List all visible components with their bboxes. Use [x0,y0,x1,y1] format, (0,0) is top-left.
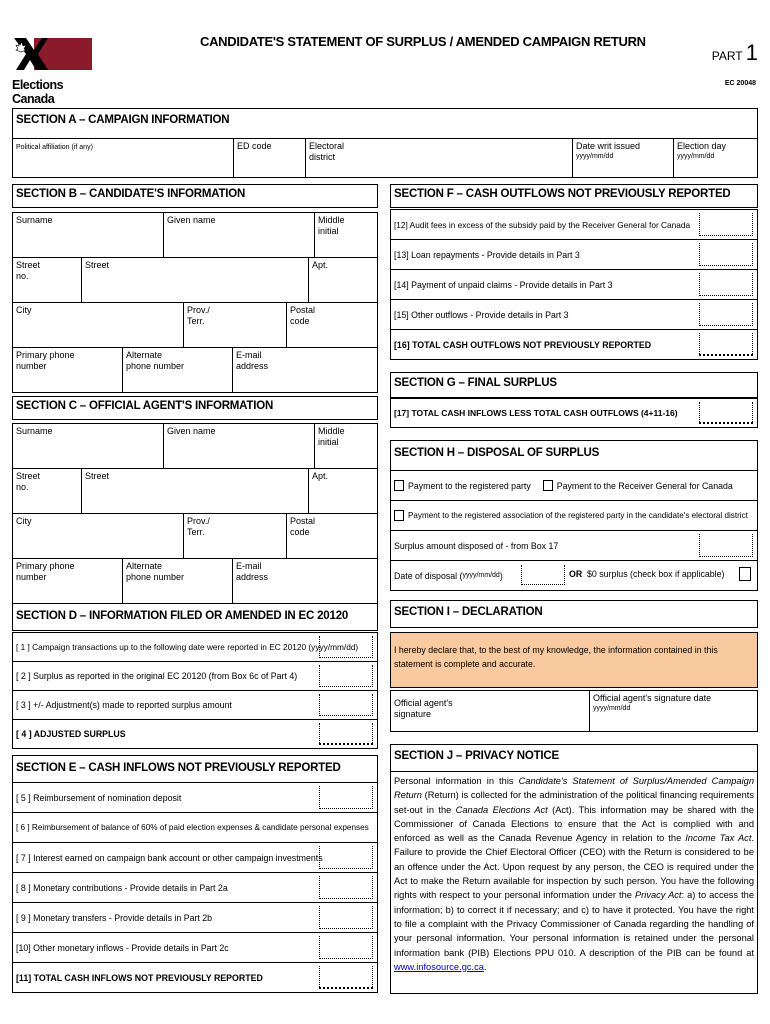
date-format-hint: yyyy/mm/dd [593,705,631,712]
row-label: [ 4 ] ADJUSTED SURPLUS [16,729,126,739]
part-text: PART [711,49,743,63]
part-label [712,40,758,66]
election-day-field[interactable] [673,138,758,178]
section-e-row-7[interactable] [12,842,378,873]
middle-initial-label: Middle initial [318,426,345,447]
agent-alternate-phone-field[interactable] [122,558,233,604]
date-format-hint: yyyy/mm/dd [462,572,500,579]
date-of-disposal-label: Date of disposal ( [394,570,463,581]
logo-mark-icon [12,36,92,72]
row-label: [ 9 ] Monetary transfers - Provide details in Part 2b [16,912,213,923]
primary-phone-label: Primary phone number [16,350,75,371]
agent-postal-code-field[interactable] [286,513,378,559]
agent-surname-field[interactable] [12,423,164,469]
row-label: [10] Other monetary inflows - Provide details in Part 2c [16,942,229,953]
amount-box[interactable] [319,876,373,899]
date-format-hint: yyyy/mm/dd [677,153,715,160]
privacy-italic-3: Income Tax Act [685,833,752,844]
section-g-title: SECTION G – FINAL SURPLUS [390,372,758,398]
street-label: Street [85,260,110,270]
section-f-row-13[interactable] [390,239,758,270]
ed-code-field[interactable] [233,138,306,178]
section-d-row-4[interactable] [12,719,378,749]
row-label: [12] Audit fees in excess of the subsidy paid by the Receiver General for Canada [394,219,691,230]
page-title: CANDIDATE'S STATEMENT OF SURPLUS / AMENDED CAMPAIGN RETURN [200,34,646,49]
section-e-row-11[interactable] [12,962,378,993]
section-f-row-15[interactable] [390,299,758,330]
amount-box[interactable] [699,534,753,557]
row-label: [ 5 ] Reimbursement of nomination deposit [16,792,182,803]
section-h-payment-row [390,470,758,501]
prov-terr-label: Prov./ Terr. [187,305,210,326]
candidate-street-field[interactable] [81,257,309,303]
email-label: E-mail address [236,561,269,582]
row-label: [14] Payment of unpaid claims - Provide details in Part 3 [394,279,613,290]
candidate-surname-field[interactable] [12,212,164,258]
section-h-surplus-amount-row[interactable] [390,530,758,561]
city-label: City [16,305,32,315]
row-label: [ 2 ] Surplus as reported in the original EC 20120 (from Box 6c of Part 4) [16,671,298,681]
ed-code-label: ED code [237,141,272,151]
row-label: [ 6 ] Reimbursement of balance of 60% of paid election expenses & candidate personal expenses [16,823,369,832]
row-label: [ 7 ] Interest earned on campaign bank account or other campaign investments [16,852,323,863]
candidate-street-no-field[interactable] [12,257,82,303]
given-name-label: Given name [167,426,216,436]
section-d-row-3[interactable] [12,690,378,720]
declaration-text: I hereby declare that, to the best of my knowledge, the information contained in this statement is complete and accurate. [390,632,758,688]
privacy-italic-4: Privacy Act [634,890,682,901]
section-i-title: SECTION I – DECLARATION [390,600,758,628]
row-label: [13] Loan repayments - Provide details in Part 3 [394,249,580,260]
privacy-text-6: . [483,961,487,972]
amount-box[interactable] [699,303,753,326]
signature-date-label: Official agent's signature date [593,693,712,703]
amount-box[interactable] [319,846,373,869]
section-j-title: SECTION J – PRIVACY NOTICE [390,744,758,772]
prov-terr-label: Prov./ Terr. [187,516,210,537]
agent-signature-label: Official agent's signature [394,698,453,719]
privacy-italic-2: Canada Elections Act [455,804,548,815]
row-label: [11] TOTAL CASH INFLOWS NOT PREVIOUSLY REPORTED [16,972,263,983]
amount-box[interactable] [319,906,373,929]
or-label: OR [569,569,583,579]
candidate-primary-phone-field[interactable] [12,347,123,393]
total-box[interactable] [319,723,373,745]
agent-primary-phone-field[interactable] [12,558,123,604]
agent-prov-field[interactable] [183,513,287,559]
privacy-notice-text [390,772,758,994]
section-h-title: SECTION H – DISPOSAL OF SURPLUS [390,440,758,471]
total-box[interactable] [319,966,373,989]
apt-label: Apt. [312,471,329,481]
date-of-disposal-input[interactable] [521,565,565,585]
form-code: EC 20048 [724,80,756,87]
amount-box[interactable] [319,786,373,809]
payment-party-checkbox[interactable] [394,480,404,491]
date-format-hint: yyyy/mm/dd [576,153,614,160]
payment-association-label: Payment to the registered association of the registered party in the candidate's electoral district [408,511,748,520]
section-e-row-9[interactable] [12,902,378,933]
amount-box[interactable] [319,936,373,959]
surname-label: Surname [16,426,53,436]
agent-signature-field[interactable] [390,690,590,732]
section-a-title: SECTION A – CAMPAIGN INFORMATION [12,108,758,138]
alternate-phone-label: Alternate phone number [126,561,185,582]
street-no-label: Street no. [16,471,41,492]
amount-box[interactable] [319,636,373,658]
section-h-association-row [390,500,758,531]
elections-canada-logo [12,36,92,106]
total-box[interactable] [699,333,753,356]
logo-text: Elections Canada [12,78,64,106]
row-label: [ 8 ] Monetary contributions - Provide details in Part 2a [16,882,228,893]
row-label: [15] Other outflows - Provide details in Part 3 [394,309,569,320]
privacy-italic-1: Candidate's Statement of Surplus/Amended Campaign Return [394,776,754,801]
agent-email-field[interactable] [232,558,378,604]
candidate-prov-field[interactable] [183,302,287,348]
agent-street-no-field[interactable] [12,468,82,514]
row-label: [ 3 ] +/- Adjustment(s) made to reported surplus amount [16,700,232,710]
amount-box[interactable] [699,243,753,266]
part-number: 1 [745,40,758,65]
payment-party-label: Payment to the registered party [408,480,531,491]
section-d-row-1[interactable] [12,632,378,662]
primary-phone-label: Primary phone number [16,561,75,582]
agent-middle-initial-field[interactable] [314,423,378,469]
agent-street-field[interactable] [81,468,309,514]
candidate-given-name-field[interactable] [163,212,315,258]
section-e-row-5[interactable] [12,782,378,813]
payment-receiver-label: Payment to the Receiver General for Canada [556,480,733,491]
section-c-title: SECTION C – OFFICIAL AGENT'S INFORMATION [12,396,378,420]
political-affiliation-label: Political affiliation (if any) [16,144,93,151]
section-e-row-10[interactable] [12,932,378,963]
section-e-row-6[interactable] [12,812,378,843]
row-label: [ 1 ] Campaign transactions up to the following date were reported in EC 20120 (yyyy/mm/dd) [16,642,359,652]
privacy-text-2: (Return) is collected for the administration of the political financing requirements set-out in the [394,790,754,815]
election-day-label: Election day [677,141,727,151]
electoral-district-field[interactable] [305,138,573,178]
total-box[interactable] [699,402,753,424]
privacy-text-4: . Failure to provide the Chief Electoral Officer (CEO) with the Return is considered to be an offence under the Act. Upon request by any person, the CEO is required under the Act to make the Return available for inspection by such person. You have the following rights with respect to your personal information under the [394,833,754,901]
date-writ-issued-label: Date writ issued [576,141,641,151]
section-f-title: SECTION F – CASH OUTFLOWS NOT PREVIOUSLY REPORTED [390,184,758,208]
alternate-phone-label: Alternate phone number [126,350,185,371]
agent-signature-date-field[interactable] [589,690,758,732]
payment-association-checkbox[interactable] [394,510,404,521]
infosource-link[interactable]: www.infosource.gc.ca [394,961,484,972]
section-b-title: SECTION B – CANDIDATE'S INFORMATION [12,184,378,208]
row-label: [16] TOTAL CASH OUTFLOWS NOT PREVIOUSLY REPORTED [394,339,652,350]
zero-surplus-checkbox[interactable] [739,567,751,581]
city-label: City [16,516,32,526]
middle-initial-label: Middle initial [318,215,345,236]
section-e-title: SECTION E – CASH INFLOWS NOT PREVIOUSLY REPORTED [12,755,378,783]
email-label: E-mail address [236,350,269,371]
date-close-paren: ) [499,570,503,581]
date-writ-issued-field[interactable] [572,138,674,178]
candidate-middle-initial-field[interactable] [314,212,378,258]
candidate-postal-code-field[interactable] [286,302,378,348]
electoral-district-label: Electoral district [309,141,345,162]
surname-label: Surname [16,215,53,225]
candidate-email-field[interactable] [232,347,378,393]
row-label: Surplus amount disposed of - from Box 17 [394,540,559,551]
privacy-text-3: (Act). This information may be shared with the Commissioner of Canada Elections to ensure that the Act is complied with and enforced as well as the Canada Revenue Agency in relation to the [394,804,754,844]
privacy-text-1: Personal information in this [394,776,519,786]
payment-receiver-checkbox[interactable] [543,480,553,491]
postal-code-label: Postal code [290,516,316,537]
section-d-row-2[interactable] [12,661,378,691]
amount-box[interactable] [699,273,753,296]
postal-code-label: Postal code [290,305,316,326]
agent-apt-field[interactable] [308,468,378,514]
political-affiliation-field[interactable] [12,138,234,178]
section-f-row-14[interactable] [390,269,758,300]
amount-box[interactable] [699,213,753,236]
street-label: Street [85,471,110,481]
agent-city-field[interactable] [12,513,184,559]
given-name-label: Given name [167,215,216,225]
zero-surplus-label: $0 surplus (check box if applicable) [587,569,725,579]
section-g-row-17[interactable] [390,398,758,428]
row-label: [17] TOTAL CASH INFLOWS LESS TOTAL CASH OUTFLOWS (4+11-16) [394,408,678,418]
section-f-row-12[interactable] [390,209,758,240]
agent-given-name-field[interactable] [163,423,315,469]
section-d-title: SECTION D – INFORMATION FILED OR AMENDED IN EC 20120 [12,603,378,631]
candidate-apt-field[interactable] [308,257,378,303]
privacy-text-5: : a) to access the information; b) to correct it if necessary; and c) to have it protected. You have the right to file a complaint with the Privacy Commissioner of Canada regarding the handling of your personal information. Your personal information is retained under the personal information bank (PIB) Elections PPU 010. A description of the PIB can be found at [394,890,754,958]
section-h-date-row [390,560,758,591]
section-f-row-16[interactable] [390,329,758,360]
amount-box[interactable] [319,665,373,687]
street-no-label: Street no. [16,260,41,281]
section-e-row-8[interactable] [12,872,378,903]
candidate-city-field[interactable] [12,302,184,348]
amount-box[interactable] [319,694,373,716]
candidate-alternate-phone-field[interactable] [122,347,233,393]
apt-label: Apt. [312,260,329,270]
